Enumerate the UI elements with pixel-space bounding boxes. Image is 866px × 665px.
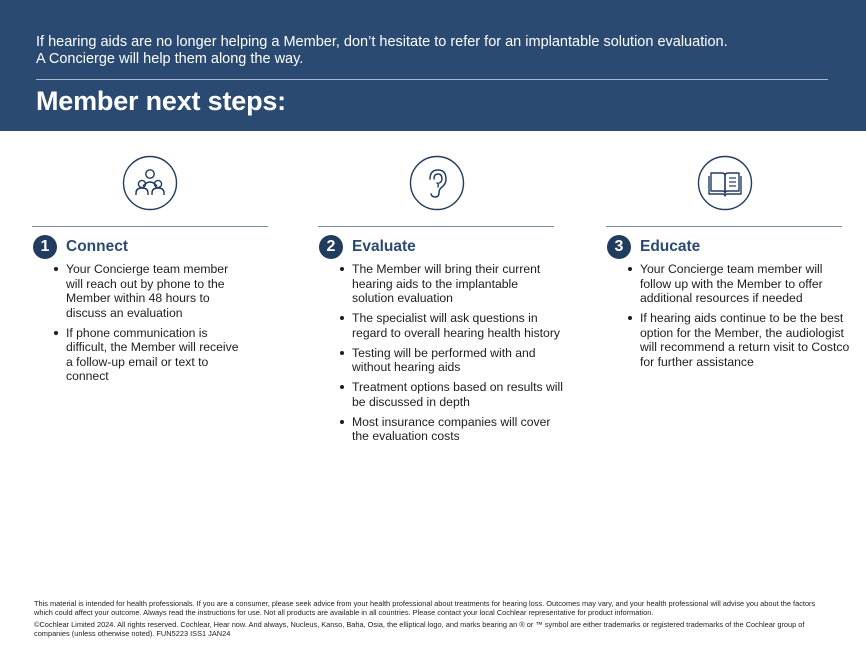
footer-legal: [34, 599, 824, 641]
intro-line-1: If hearing aids are no longer helping a Member, don’t hesitate to refer for an implantable solution evaluation.: [36, 34, 728, 50]
list-item: Most insurance companies will cover the evaluation costs: [338, 415, 563, 444]
step-title: Connect: [66, 238, 128, 255]
list-item: The specialist will ask questions in regard to overall hearing health history: [338, 311, 563, 340]
step-bullet-list: [52, 262, 242, 389]
step-number-badge: 3: [607, 235, 631, 259]
step-heading: [607, 235, 700, 259]
intro-text: [36, 34, 836, 68]
list-item: Testing will be performed with and without hearing aids: [338, 346, 563, 375]
step-title: Evaluate: [352, 238, 416, 255]
column-divider: [32, 226, 268, 227]
step-heading: [33, 235, 128, 259]
intro-line-2: A Concierge will help them along the way.: [36, 51, 304, 67]
page-title: Member next steps:: [36, 86, 286, 116]
step-bullet-list: [626, 262, 851, 375]
list-item: Your Concierge team member will reach out by phone to the Member within 48 hours to discuss an evaluation: [52, 262, 242, 320]
book-icon: [697, 155, 753, 211]
column-divider: [318, 226, 554, 227]
step-heading: [319, 235, 416, 259]
list-item: Your Concierge team member will follow up with the Member to offer additional resources if needed: [626, 262, 851, 306]
list-item: Treatment options based on results will be discussed in depth: [338, 380, 563, 409]
header-banner: [0, 0, 866, 131]
list-item: If hearing aids continue to be the best option for the Member, the audiologist will recommend a return visit to Costco for further assistance: [626, 311, 851, 369]
banner-divider: [36, 79, 828, 80]
step-title: Educate: [640, 238, 701, 255]
column-divider: [606, 226, 842, 227]
disclaimer-text: This material is intended for health professionals. If you are a consumer, please seek advice from your health professional about treatments for hearing loss. Outcomes may vary, and your health professional will advise you about the factors which could affect your outcome. Always read the instructions for use. Not all products are available in all countries. Please contact your local Cochlear representative for product information.: [34, 599, 816, 618]
list-item: If phone communication is difficult, the Member will receive a follow-up email or text to connect: [52, 326, 242, 384]
step-number-badge: 2: [319, 235, 343, 259]
list-item: The Member will bring their current hearing aids to the implantable solution evaluation: [338, 262, 563, 306]
ear-icon: [409, 155, 465, 211]
people-icon: [122, 155, 178, 211]
copyright-text: ©Cochlear Limited 2024. All rights reserved. Cochlear, Hear now. And always, Nucleus, Kanso, Baha, Osia, the elliptical logo, and marks bearing an ® or ™ symbol are either trademarks or registered trademarks of the Cochlear group of companies (unless otherwise noted). FUN5223 ISS1 JAN24: [34, 619, 805, 639]
step-number-badge: 1: [33, 235, 57, 259]
step-bullet-list: [338, 262, 563, 449]
